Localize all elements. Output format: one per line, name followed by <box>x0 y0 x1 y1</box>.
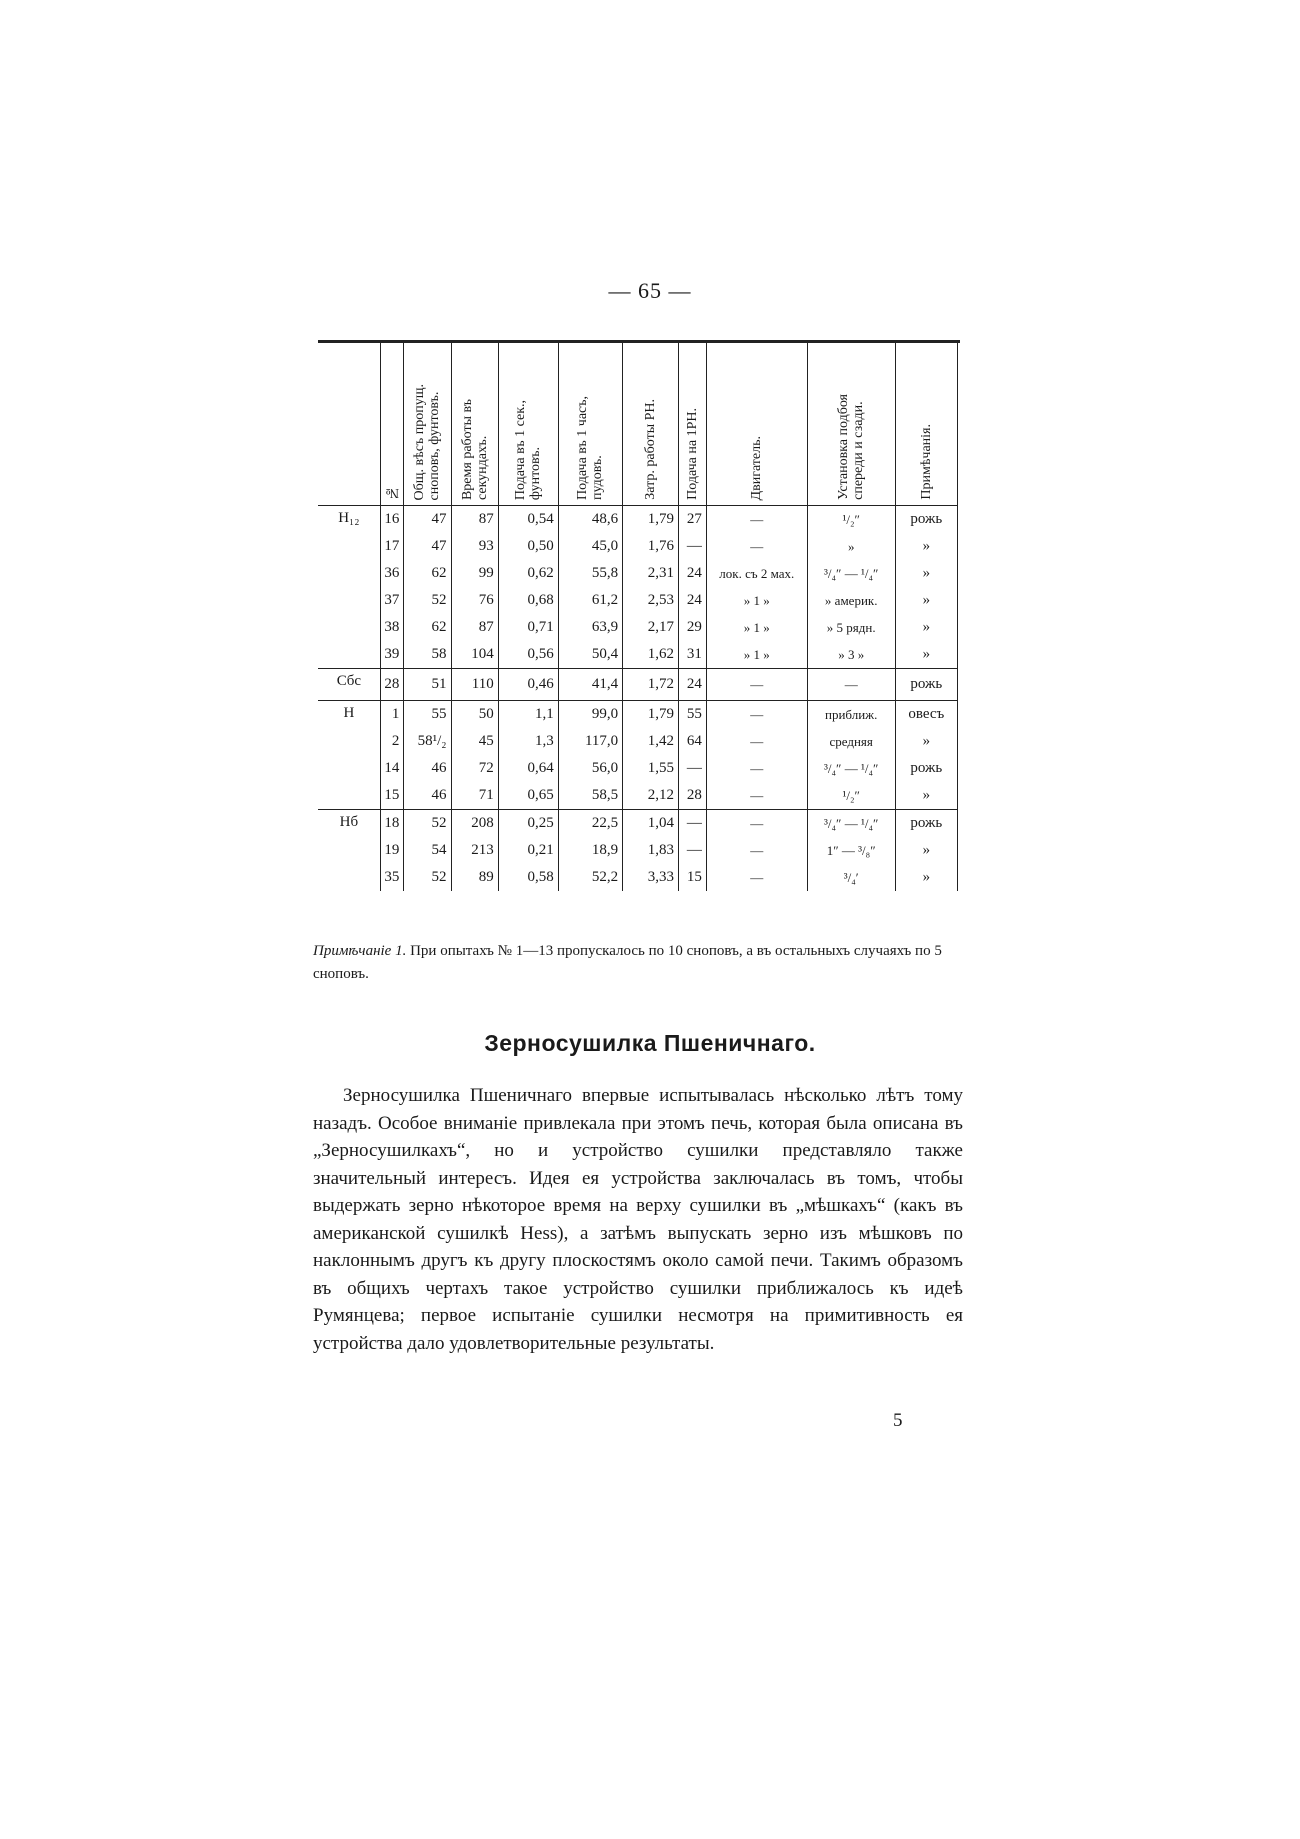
table-cell: лок. съ 2 мах. <box>706 560 807 587</box>
table-cell: 0,50 <box>498 533 558 560</box>
table-cell: 72 <box>451 755 498 782</box>
body-text <box>313 1082 963 1357</box>
table-cell: 38 <box>380 614 404 641</box>
table-cell: 0,71 <box>498 614 558 641</box>
table-cell: 14 <box>380 755 404 782</box>
table-cell: 3,33 <box>623 864 679 891</box>
table-row <box>318 560 958 587</box>
table-cell: — <box>706 669 807 701</box>
table-cell: ³/₄″ — ¹/₄″ <box>807 560 895 587</box>
table-cell: 62 <box>404 614 451 641</box>
table-cell: 76 <box>451 587 498 614</box>
table-header-cell <box>807 343 895 506</box>
table-cell: — <box>706 533 807 560</box>
table-row <box>318 782 958 810</box>
table-cell: 46 <box>404 755 451 782</box>
table-cell: 0,62 <box>498 560 558 587</box>
table-cell: 0,68 <box>498 587 558 614</box>
table-cell: 45,0 <box>558 533 622 560</box>
table-row <box>318 864 958 891</box>
table-cell: 47 <box>404 506 451 534</box>
table-cell: 52,2 <box>558 864 622 891</box>
group-label: Cбс <box>318 669 380 701</box>
table-cell: 55 <box>404 701 451 729</box>
table-cell: 2,12 <box>623 782 679 810</box>
table-cell: 28 <box>380 669 404 701</box>
table-cell: 58 <box>404 641 451 669</box>
table-cell: 55 <box>678 701 706 729</box>
table-cell: 1,42 <box>623 728 679 755</box>
table-cell: 52 <box>404 587 451 614</box>
table-cell: 35 <box>380 864 404 891</box>
section-title: Зерносушилка Пшеничнаго. <box>484 1030 816 1056</box>
table-row <box>318 506 958 534</box>
table-cell: 1,3 <box>498 728 558 755</box>
table-cell: овесъ <box>895 701 957 729</box>
table-cell: » 3 » <box>807 641 895 669</box>
table-row <box>318 614 958 641</box>
table-cell: — <box>678 755 706 782</box>
table-cell: 64 <box>678 728 706 755</box>
table-cell: 1,04 <box>623 810 679 838</box>
table-cell: 17 <box>380 533 404 560</box>
group-label: H₁₂ <box>318 506 380 669</box>
table-cell: 0,58 <box>498 864 558 891</box>
table-cell: 45 <box>451 728 498 755</box>
group-label: Нб <box>339 814 359 830</box>
table-cell: 15 <box>678 864 706 891</box>
table-cell: — <box>706 782 807 810</box>
table-cell: ¹/₂″ <box>807 782 895 810</box>
table-cell: 27 <box>678 506 706 534</box>
table-cell: 117,0 <box>558 728 622 755</box>
table-cell: » америк. <box>807 587 895 614</box>
table-cell: 37 <box>380 587 404 614</box>
table-header-cell <box>895 343 957 506</box>
table-cell: 1 <box>380 701 404 729</box>
table-cell: 16 <box>380 506 404 534</box>
table-cell: » <box>895 614 957 641</box>
table-cell: рожь <box>895 669 957 701</box>
table-cell: 89 <box>451 864 498 891</box>
table-cell: 0,56 <box>498 641 558 669</box>
table-cell: 58¹/₂ <box>404 728 451 755</box>
table-cell: 1,79 <box>623 701 679 729</box>
table-cell: 0,25 <box>498 810 558 838</box>
table-header-cell <box>706 343 807 506</box>
table-header-cell <box>380 343 404 506</box>
table-cell: 52 <box>404 810 451 838</box>
table-cell: 19 <box>380 837 404 864</box>
table-row <box>318 641 958 669</box>
table-cell: 63,9 <box>558 614 622 641</box>
table-cell: 58,5 <box>558 782 622 810</box>
table-footnote <box>313 940 963 986</box>
table-cell: — <box>706 810 807 838</box>
table-cell: 24 <box>678 560 706 587</box>
table-cell: 54 <box>404 837 451 864</box>
table-cell: 56,0 <box>558 755 622 782</box>
table-cell: ³/₄″ — ¹/₄″ <box>807 755 895 782</box>
table-cell: рожь <box>895 506 957 534</box>
table-cell: » <box>895 560 957 587</box>
table-cell: » <box>895 782 957 810</box>
body-paragraph: Зерносушилка Пшеничнаго впервые испытывалась нѣсколько лѣтъ тому назадъ. Особое вниманіе привлекала при этомъ печь, которая была описана въ „Зерносушилкахъ“, но и устройство сушилки представляло также значительный интересъ. Идея ея устройства заключалась въ томъ, чтобы выдержать зерно нѣкоторое время на верху сушилки въ „мѣшкахъ“ (какъ въ американской сушилкѣ Hess), а затѣмъ выпускать зерно изъ мѣшковъ по наклоннымъ другъ къ другу плоскостямъ около самой печи. Такимъ образомъ въ общихъ чертахъ такое устройство сушилки приближалось къ идеѣ Румянцева; первое испытаніе сушилки несмотря на примитивность ея устройства дало удовлетворительные результаты. <box>313 1085 963 1354</box>
table-header-cell <box>451 343 498 506</box>
table-row <box>318 810 958 838</box>
header-label: Общ. вѣсъ пропущ. сноповъ, фунтовъ. <box>412 383 443 500</box>
table-cell: 87 <box>451 506 498 534</box>
table-header-cell <box>558 343 622 506</box>
table-cell: 2,53 <box>623 587 679 614</box>
header-label: № <box>384 485 400 500</box>
table-row <box>318 701 958 729</box>
table-cell: 61,2 <box>558 587 622 614</box>
results-table <box>318 343 958 891</box>
table-cell: 0,64 <box>498 755 558 782</box>
table-cell: 93 <box>451 533 498 560</box>
table-cell: 36 <box>380 560 404 587</box>
table-cell: 1,1 <box>498 701 558 729</box>
table-cell: 55,8 <box>558 560 622 587</box>
table-cell: 0,65 <box>498 782 558 810</box>
table-cell: ¹/₂″ <box>807 506 895 534</box>
table-cell: 2,17 <box>623 614 679 641</box>
table-header-cell <box>623 343 679 506</box>
page-number: — 65 — <box>608 278 692 303</box>
table-cell: ³/₄′ <box>807 864 895 891</box>
table-cell: 1″ — ³/₈″ <box>807 837 895 864</box>
table-cell: 22,5 <box>558 810 622 838</box>
table-cell: 52 <box>404 864 451 891</box>
table-cell: 18 <box>380 810 404 838</box>
table-cell: — <box>706 728 807 755</box>
table-header-cell <box>498 343 558 506</box>
table-cell: — <box>706 864 807 891</box>
table-cell: 29 <box>678 614 706 641</box>
table-cell: » 1 » <box>706 641 807 669</box>
table-cell: 1,76 <box>623 533 679 560</box>
table-cell: 24 <box>678 587 706 614</box>
table-cell: 1,72 <box>623 669 679 701</box>
table-cell: — <box>706 755 807 782</box>
table-header-row <box>318 343 958 506</box>
footnote-text: При опытахъ № 1—13 пропускалось по 10 сноповъ, а въ остальныхъ случаяхъ по 5 сноповъ. <box>313 943 942 982</box>
header-label: Двигатель. <box>749 435 765 500</box>
footnote-label: Примѣчаніе 1. <box>313 943 407 959</box>
table-cell: 213 <box>451 837 498 864</box>
table-cell: 50 <box>451 701 498 729</box>
table-cell: — <box>678 837 706 864</box>
table-cell: 1,83 <box>623 837 679 864</box>
table-cell: 2 <box>380 728 404 755</box>
table-cell: » 1 » <box>706 587 807 614</box>
header-label: Подача въ 1 сек., фунтовъ. <box>513 399 544 500</box>
header-label: Примѣчанія. <box>918 424 934 500</box>
table-cell: 104 <box>451 641 498 669</box>
header-label: Подача въ 1 часъ, пудовъ. <box>575 396 606 500</box>
table-cell: » <box>895 728 957 755</box>
results-table-container <box>318 340 960 891</box>
table-header-cell <box>318 343 380 506</box>
table-row <box>318 533 958 560</box>
table-cell: — <box>807 669 895 701</box>
table-cell: 31 <box>678 641 706 669</box>
table-cell: » <box>895 641 957 669</box>
table-cell: — <box>706 506 807 534</box>
group-label: H <box>318 701 380 810</box>
table-cell: средняя <box>807 728 895 755</box>
header-label: Подача на 1РН. <box>684 408 700 500</box>
table-cell: 2,31 <box>623 560 679 587</box>
table-cell: 47 <box>404 533 451 560</box>
table-cell: 1,55 <box>623 755 679 782</box>
table-cell: 0,46 <box>498 669 558 701</box>
table-cell: приближ. <box>807 701 895 729</box>
table-cell: 1,79 <box>623 506 679 534</box>
table-cell: 99,0 <box>558 701 622 729</box>
table-cell: 1,62 <box>623 641 679 669</box>
table-cell: — <box>678 533 706 560</box>
table-cell: — <box>706 701 807 729</box>
signature-mark: 5 <box>893 1410 903 1431</box>
table-row <box>318 587 958 614</box>
table-cell: 71 <box>451 782 498 810</box>
table-cell: 0,54 <box>498 506 558 534</box>
table-cell: 24 <box>678 669 706 701</box>
table-cell: 41,4 <box>558 669 622 701</box>
table-cell: » 5 рядн. <box>807 614 895 641</box>
table-cell: » <box>807 533 895 560</box>
header-label: Время работы въ секундахъ. <box>459 398 490 500</box>
table-header-cell <box>678 343 706 506</box>
table-cell: — <box>678 810 706 838</box>
table-cell: 48,6 <box>558 506 622 534</box>
table-cell: ³/₄″ — ¹/₄″ <box>807 810 895 838</box>
table-cell: » <box>895 587 957 614</box>
table-cell: 51 <box>404 669 451 701</box>
table-cell: рожь <box>895 810 957 838</box>
table-body <box>318 506 958 892</box>
table-row <box>318 728 958 755</box>
table-cell: » <box>895 533 957 560</box>
table-row <box>318 669 958 701</box>
table-cell: 110 <box>451 669 498 701</box>
table-row <box>318 755 958 782</box>
header-label: Затр. работы РН. <box>643 399 659 500</box>
table-cell: 87 <box>451 614 498 641</box>
table-cell: 28 <box>678 782 706 810</box>
table-row <box>318 837 958 864</box>
table-cell: 62 <box>404 560 451 587</box>
table-cell: » 1 » <box>706 614 807 641</box>
table-cell: 50,4 <box>558 641 622 669</box>
table-cell: 208 <box>451 810 498 838</box>
table-header-cell <box>404 343 451 506</box>
table-cell: 15 <box>380 782 404 810</box>
table-cell: — <box>706 837 807 864</box>
header-label: Установка подбоя спереди и сзади. <box>836 394 867 500</box>
table-cell: » <box>895 837 957 864</box>
table-cell: рожь <box>895 755 957 782</box>
table-cell: 0,21 <box>498 837 558 864</box>
table-cell: 99 <box>451 560 498 587</box>
table-cell: » <box>895 864 957 891</box>
table-cell: 39 <box>380 641 404 669</box>
table-cell: 46 <box>404 782 451 810</box>
table-cell: 18,9 <box>558 837 622 864</box>
